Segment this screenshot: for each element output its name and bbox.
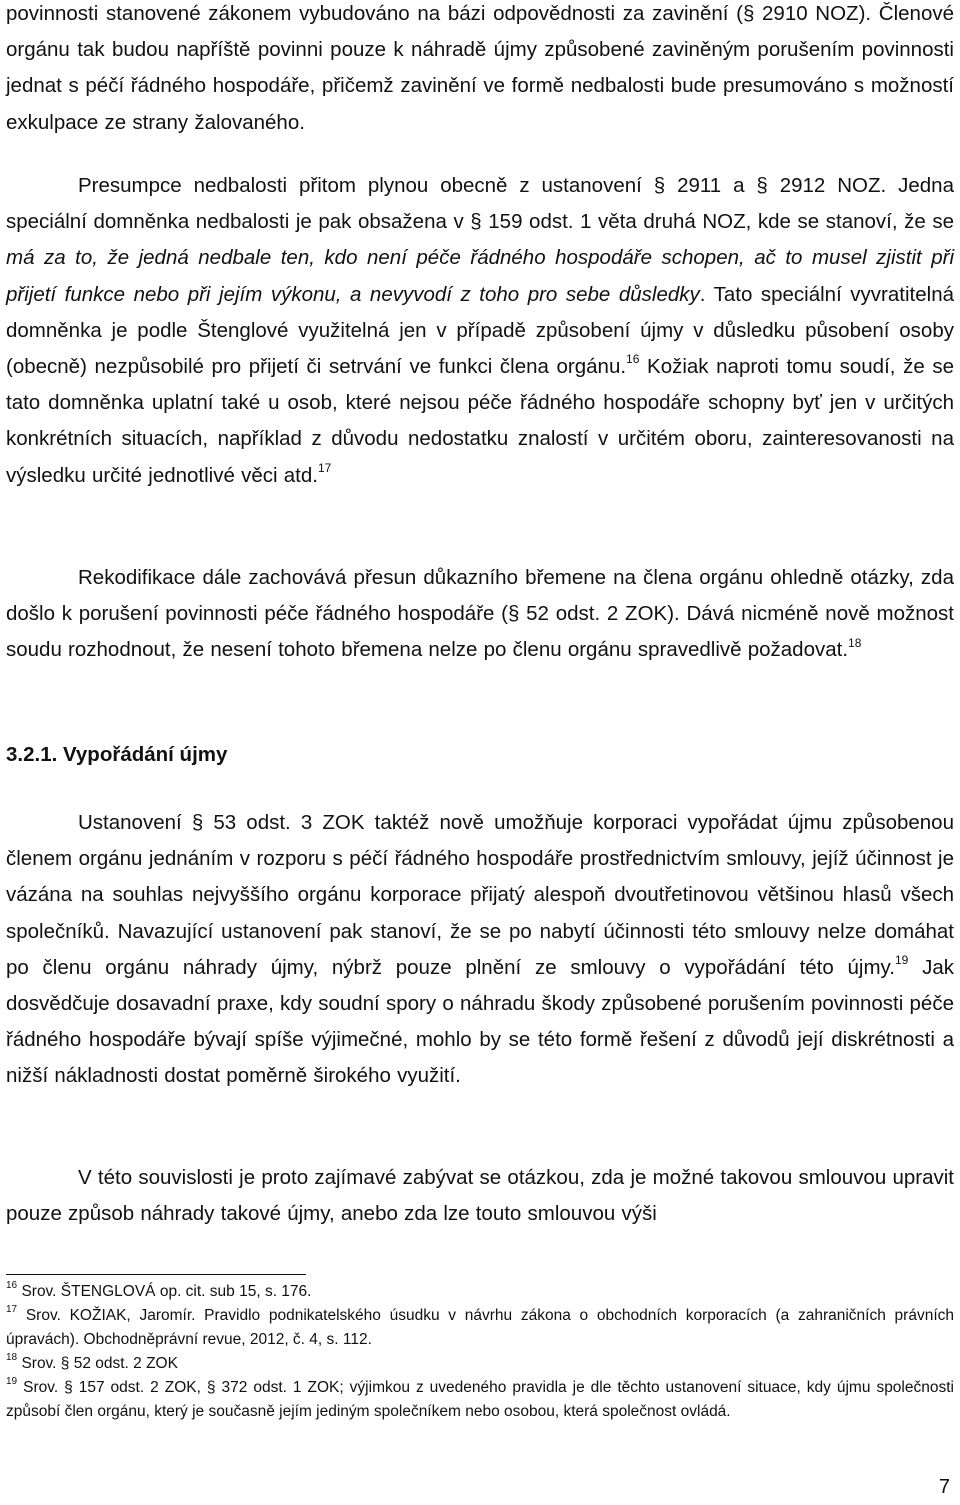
footnote-number: 16 [6,1279,18,1291]
paragraph-2-italic-quote: má za to, že jedná nedbale ten, kdo není péče řádného hospodáře schopen, ač to musel zjistit při přijetí funkce nebo při jejím výkonu, a nevyvodí z toho pro sebe důsledky [6,246,954,306]
paragraph-3-text: Rekodifikace dále zachovává přesun důkazního břemene na člena orgánu ohledně otázky, zda došlo k porušení povinnosti péče řádného hospodáře (§ 52 odst. 2 ZOK). Dává nicméně nově možnost soudu rozhodnout, že nesení tohoto břemena nelze po členu orgánu spravedlivě požadovat. [6,566,954,662]
paragraph-2-text-c: Kožiak naproti tomu soudí, že se tato domněnka uplatní také u osob, které nejsou péče řádného hospodáře schopny byť jen v určitých konkrétních situacích, například z důvodu nedostatku znalostí v určitém oboru, zainteresovanosti na výsledku určité jednotlivé věci atd. [6,355,954,487]
footnote-18 [6,1352,954,1376]
footnote-separator [6,1274,306,1275]
footnote-ref-19[interactable]: 19 [894,952,909,967]
paragraph-4 [6,805,954,1095]
footnote-number: 18 [6,1351,18,1363]
footnote-number: 19 [6,1375,18,1387]
paragraph-2-text-a: Presumpce nedbalosti přitom plynou obecně z ustanovení § 2911 a § 2912 NOZ. Jedna speciální domněnka nedbalosti je pak obsažena v § 159 odst. 1 věta druhá NOZ, kde se stanoví, že se [6,174,954,234]
footnote-text: Srov. KOŽIAK, Jaromír. Pravidlo podnikatelského úsudku v návrhu zákona o obchodních korporacích (a zahraničních právních úpravách). Obchodněprávní revue, 2012, č. 4, s. 112. [6,1307,954,1348]
footnotes [6,1280,954,1424]
section-heading: 3.2.1. Vypořádání újmy [6,743,228,766]
paragraph-1-text: povinnosti stanovené zákonem vybudováno na bázi odpovědnosti za zavinění (§ 2910 NOZ). Členové orgánu tak budou napříště povinni pouze k náhradě újmy způsobené zaviněným porušením povinnosti jednat s péčí řádného hospodáře, přičemž zavinění ve formě nedbalosti bude presumováno s možností exkulpace ze strany žalovaného. [6,2,954,134]
footnote-text: Srov. ŠTENGLOVÁ op. cit. sub 15, s. 176. [21,1283,312,1300]
footnote-ref-17[interactable]: 17 [317,460,332,475]
footnote-19 [6,1376,954,1424]
footnote-number: 17 [6,1303,18,1315]
paragraph-5-text: V této souvislosti je proto zajímavé zabývat se otázkou, zda je možné takovou smlouvou upravit pouze způsob náhrady takové újmy, anebo zda lze touto smlouvou výši [6,1166,954,1226]
paragraph-5 [6,1160,954,1232]
paragraph-1 [6,0,954,141]
paragraph-2-text-b: . Tato speciální vyvratitelná domněnka je podle Štenglové využitelná jen v případě způsobení újmy v důsledku působení osoby (obecně) nezpůsobilé pro přijetí či setrvání ve funkci člena orgánu. [6,282,954,379]
footnote-16 [6,1280,954,1304]
paragraph-4-text-a: Ustanovení § 53 odst. 3 ZOK taktéž nově umožňuje korporaci vypořádat újmu způsobenou členem orgánu jednáním v rozporu s péčí řádného hospodáře prostřednictvím smlouvy, jejíž účinnost je vázána na souhlas nejvyššího orgánu korporace přijatý alespoň dvoutřetinovou většinou hlasů všech společníků. Navazující ustanovení pak stanoví, že se po nabytí účinnosti této smlouvy nelze domáhat po členu orgánu náhrady újmy, nýbrž pouze plnění ze smlouvy o vypořádání této újmy. [6,811,954,979]
paragraph-4-text-b: Jak dosvědčuje dosavadní praxe, kdy soudní spory o náhradu škody způsobené porušením povinnosti péče řádného hospodáře bývají spíše výjimečné, mohlo by se této formě řešení z důvodů její diskrétnosti a nižší nákladnosti dostat poměrně širokého využití. [6,955,954,1088]
footnote-17 [6,1304,954,1352]
footnote-ref-18[interactable]: 18 [848,635,862,650]
footnote-text: Srov. § 52 odst. 2 ZOK [21,1355,178,1372]
footnote-text: Srov. § 157 odst. 2 ZOK, § 372 odst. 1 ZOK; výjimkou z uvedeného pravidla je dle těchto ustanovení situace, kdy újmu společnosti způsobí člen orgánu, který je současně jejím jediným společníkem nebo osobou, která společnost ovládá. [6,1379,954,1420]
paragraph-3 [6,560,954,669]
paragraph-2 [6,168,954,494]
footnote-ref-16[interactable]: 16 [626,352,640,367]
page-number: 7 [938,1476,950,1498]
